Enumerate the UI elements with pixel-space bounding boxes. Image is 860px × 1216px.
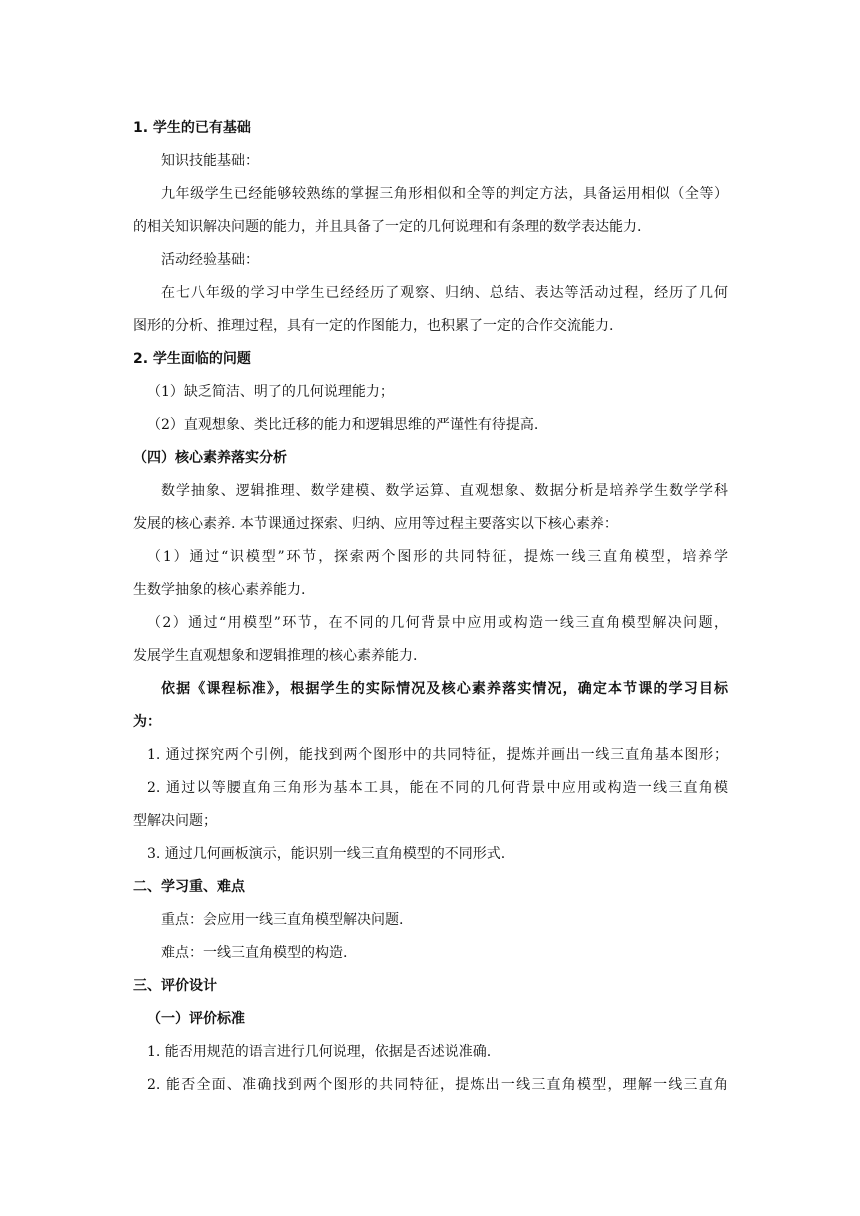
text-line: 3. 通过几何画板演示，能识别一线三直角模型的不同形式. <box>147 846 506 862</box>
section-heading: （四）核心素养落实分析 <box>133 450 287 466</box>
text-line: 型解决问题； <box>133 813 217 829</box>
text-line: 重点：会应用一线三直角模型解决问题. <box>161 912 404 928</box>
emphasized-text-line: 为： <box>133 714 161 730</box>
text-line: 活动经验基础： <box>161 252 259 268</box>
text-line: 图形的分析、推理过程，具有一定的作图能力，也积累了一定的合作交流能力. <box>133 318 614 334</box>
section-heading: 1. 学生的已有基础 <box>133 120 251 136</box>
text-line: 数学抽象、逻辑推理、数学建模、数学运算、直观想象、数据分析是培养学生数学学科 <box>161 483 728 499</box>
text-line: 在七八年级的学习中学生已经经历了观察、归纳、总结、表达等活动过程，经历了几何 <box>161 285 728 301</box>
text-line: 难点：一线三直角模型的构造. <box>161 945 348 961</box>
text-line: 生数学抽象的核心素养能力. <box>133 582 306 598</box>
emphasized-text-line: 依据《课程标准》，根据学生的实际情况及核心素养落实情况，确定本节课的学习目标 <box>161 681 728 697</box>
text-line: （2）通过“用模型”环节，在不同的几何背景中应用或构造一线三直角模型解决问题， <box>147 615 728 631</box>
text-line: 发展的核心素养. 本节课通过探索、归纳、应用等过程主要落实以下核心素养： <box>133 516 618 532</box>
text-line: 2. 通过以等腰直角三角形为基本工具，能在不同的几何背景中应用或构造一线三直角模 <box>147 780 728 796</box>
text-line: 九年级学生已经能够较熟练的掌握三角形相似和全等的判定方法，具备运用相似（全等） <box>161 186 728 202</box>
text-line: 知识技能基础： <box>161 153 259 169</box>
document-body <box>133 112 728 1102</box>
text-line: 2. 能否全面、准确找到两个图形的共同特征，提炼出一线三直角模型，理解一线三直角 <box>147 1077 728 1093</box>
text-line: 发展学生直观想象和逻辑推理的核心素养能力. <box>133 648 418 664</box>
text-line: （2）直观想象、类比迁移的能力和逻辑思维的严谨性有待提高. <box>147 417 539 433</box>
text-line: 1. 能否用规范的语言进行几何说理，依据是否述说准确. <box>147 1044 492 1060</box>
text-line: 1. 通过探究两个引例，能找到两个图形中的共同特征，提炼并画出一线三直角基本图形； <box>147 747 728 763</box>
text-line: （1）通过“识模型”环节，探索两个图形的共同特征，提炼一线三直角模型，培养学 <box>147 549 728 565</box>
section-heading: 二、学习重、难点 <box>133 879 245 895</box>
section-heading: 三、评价设计 <box>133 978 217 994</box>
section-heading: （一）评价标准 <box>147 1011 245 1027</box>
text-line: （1）缺乏简洁、明了的几何说理能力； <box>147 384 394 400</box>
text-line: 的相关知识解决问题的能力，并且具备了一定的几何说理和有条理的数学表达能力. <box>133 219 642 235</box>
section-heading: 2. 学生面临的问题 <box>133 351 251 367</box>
